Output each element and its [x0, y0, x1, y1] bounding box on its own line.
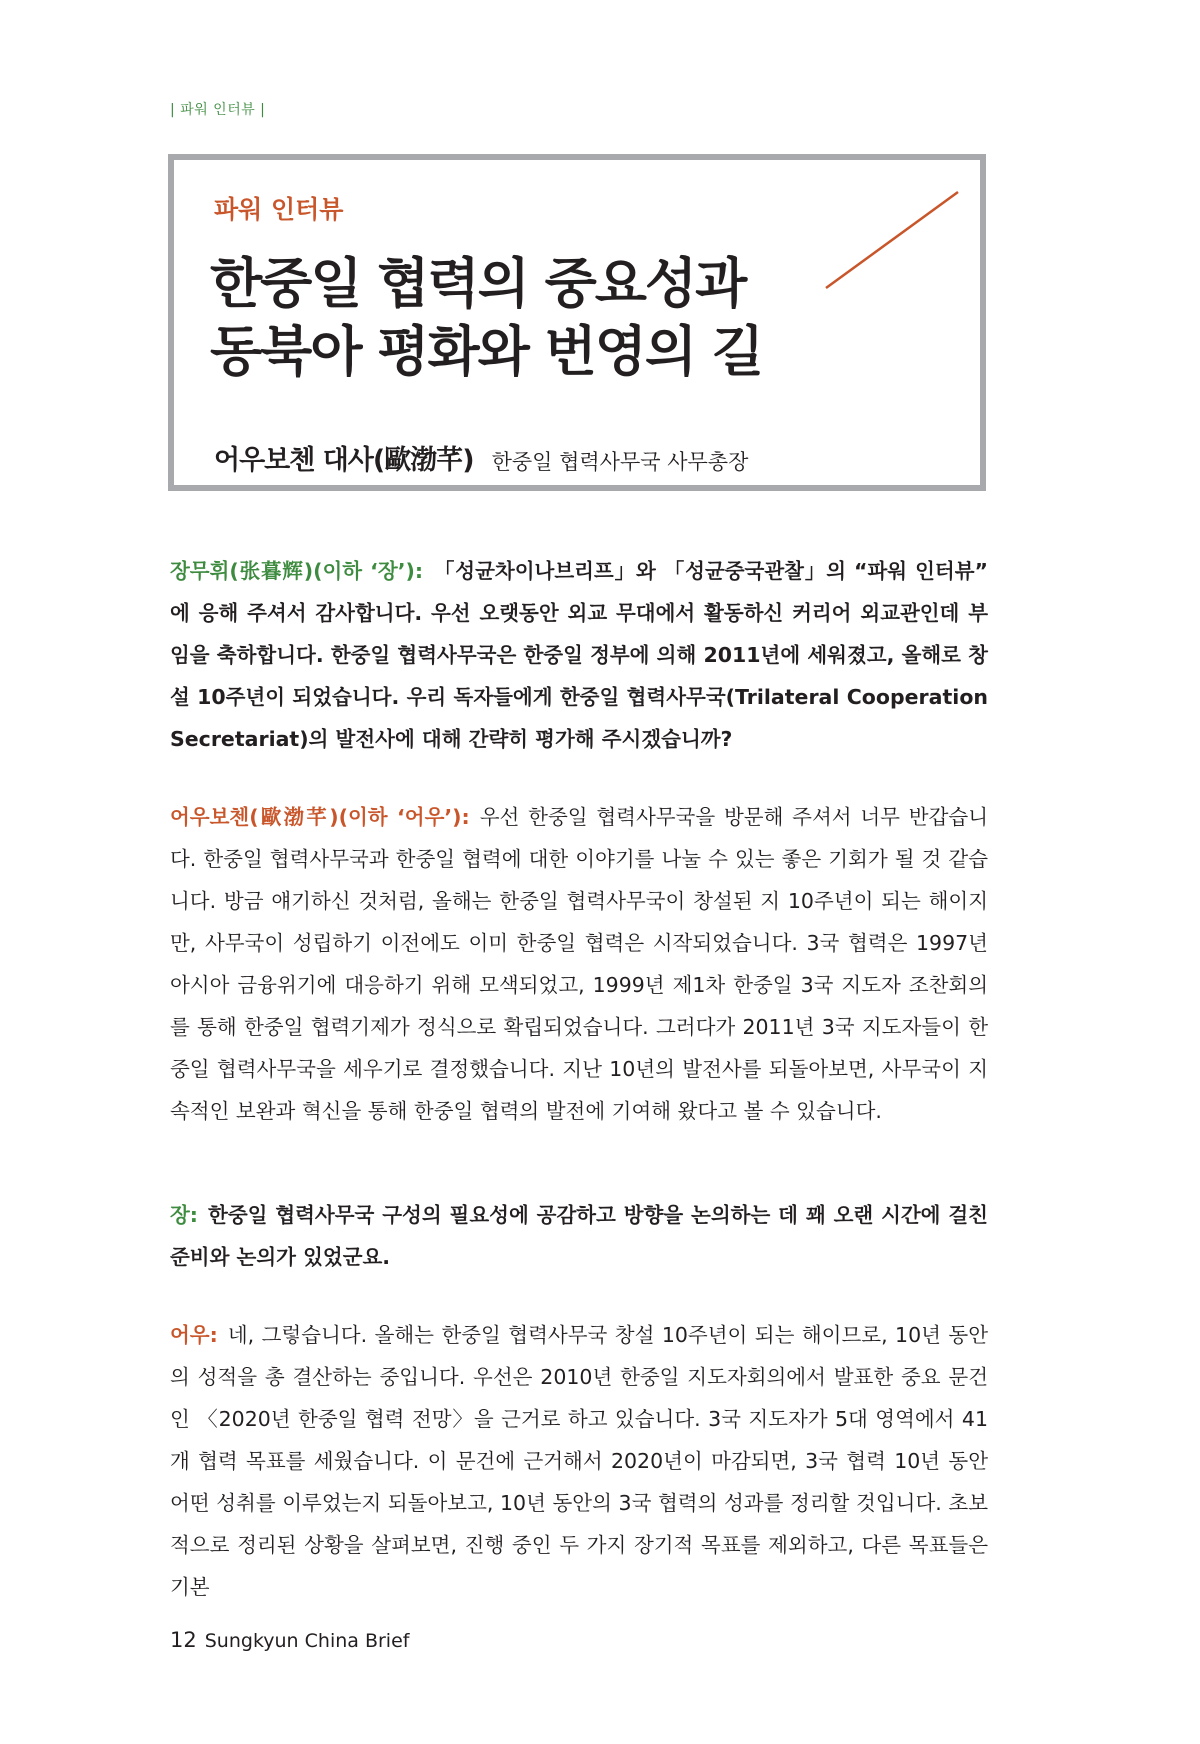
speaker-label: 어우: [170, 1323, 218, 1347]
question-paragraph [170, 550, 988, 760]
question-paragraph [170, 1194, 988, 1278]
page-footer [170, 1628, 409, 1652]
answer-paragraph [170, 796, 988, 1132]
article-body [170, 550, 988, 1608]
speaker-label: 장무휘(张暮辉)(이하 ‘장’): [170, 559, 424, 583]
speaker-label: 어우보첸(歐渤芊)(이하 ‘어우’): [170, 805, 470, 829]
title-box [168, 154, 986, 491]
paragraph-text: 네, 그렇습니다. 올해는 한중일 협력사무국 창설 10주년이 되는 해이므로, 10년 동안의 성적을 총 결산하는 중입니다. 우선은 2010년 한중일 지도자회의에서 발표한 중요 문건인 〈2020년 한중일 협력 전망〉을 근거로 하고 있습니다. 3국 지도자가 5대 영역에서 41개 협력 목표를 세웠습니다. 이 문건에 근거해서 2020년이 마감되면, 3국 협력 10년 동안 어떤 성취를 이루었는지 되돌아보고, 10년 동안의 3국 협력의 성과를 정리할 것입니다. 초보적으로 정리된 상황을 살펴보면, 진행 중인 두 가지 장기적 목표를 제외하고, 다른 목표들은 기본 [170, 1323, 988, 1599]
article-title-line-2: 동북아 평화와 번영의 길 [210, 320, 763, 383]
section-kicker: 파워 인터뷰 [214, 195, 344, 224]
article-title-line-1: 한중일 협력의 중요성과 [210, 252, 746, 315]
article-title [210, 250, 762, 386]
interviewee-name: 어우보첸 대사(歐渤芊) [214, 445, 474, 476]
paragraph-text: 우선 한중일 협력사무국을 방문해 주셔서 너무 반갑습니다. 한중일 협력사무국과 한중일 협력에 대한 이야기를 나눌 수 있는 좋은 기회가 될 것 같습니다. 방금 얘기하신 것처럼, 올해는 한중일 협력사무국이 창설된 지 10주년이 되는 해이지만, 사무국이 성립하기 이전에도 이미 한중일 협력은 시작되었습니다. 3국 협력은 1997년 아시아 금융위기에 대응하기 위해 모색되었고, 1999년 제1차 한중일 3국 지도자 조찬회의를 통해 한중일 협력기제가 정식으로 확립되었습니다. 그러다가 2011년 3국 지도자들이 한중일 협력사무국을 세우기로 결정했습니다. 지난 10년의 발전사를 되돌아보면, 사무국이 지속적인 보완과 혁신을 통해 한중일 협력의 발전에 기여해 왔다고 볼 수 있습니다. [170, 805, 988, 1123]
interviewee-role: 한중일 협력사무국 사무총장 [491, 450, 749, 474]
paragraph-text: 「성균차이나브리프」와 「성균중국관찰」의 “파워 인터뷰” 에 응해 주셔서 감사합니다. 우선 오랫동안 외교 무대에서 활동하신 커리어 외교관인데 부임을 축하합니다. 한중일 협력사무국은 한중일 정부에 의해 2011년에 세워졌고, 올해로 창설 10주년이 되었습니다. 우리 독자들에게 한중일 협력사무국(Trilateral Cooperation Secretariat)의 발전사에 대해 간략히 평가해 주시겠습니까? [170, 559, 988, 751]
running-header: | 파워 인터뷰 | [170, 102, 266, 118]
speaker-label: 장: [170, 1203, 199, 1227]
byline [214, 438, 748, 477]
paragraph-text: 한중일 협력사무국 구성의 필요성에 공감하고 방향을 논의하는 데 꽤 오랜 시간에 걸친 준비와 논의가 있었군요. [170, 1203, 988, 1269]
publication-name: Sungkyun China Brief [204, 1630, 410, 1652]
answer-paragraph [170, 1314, 988, 1608]
page-number: 12 [170, 1628, 197, 1652]
accent-line-decoration [822, 188, 962, 292]
